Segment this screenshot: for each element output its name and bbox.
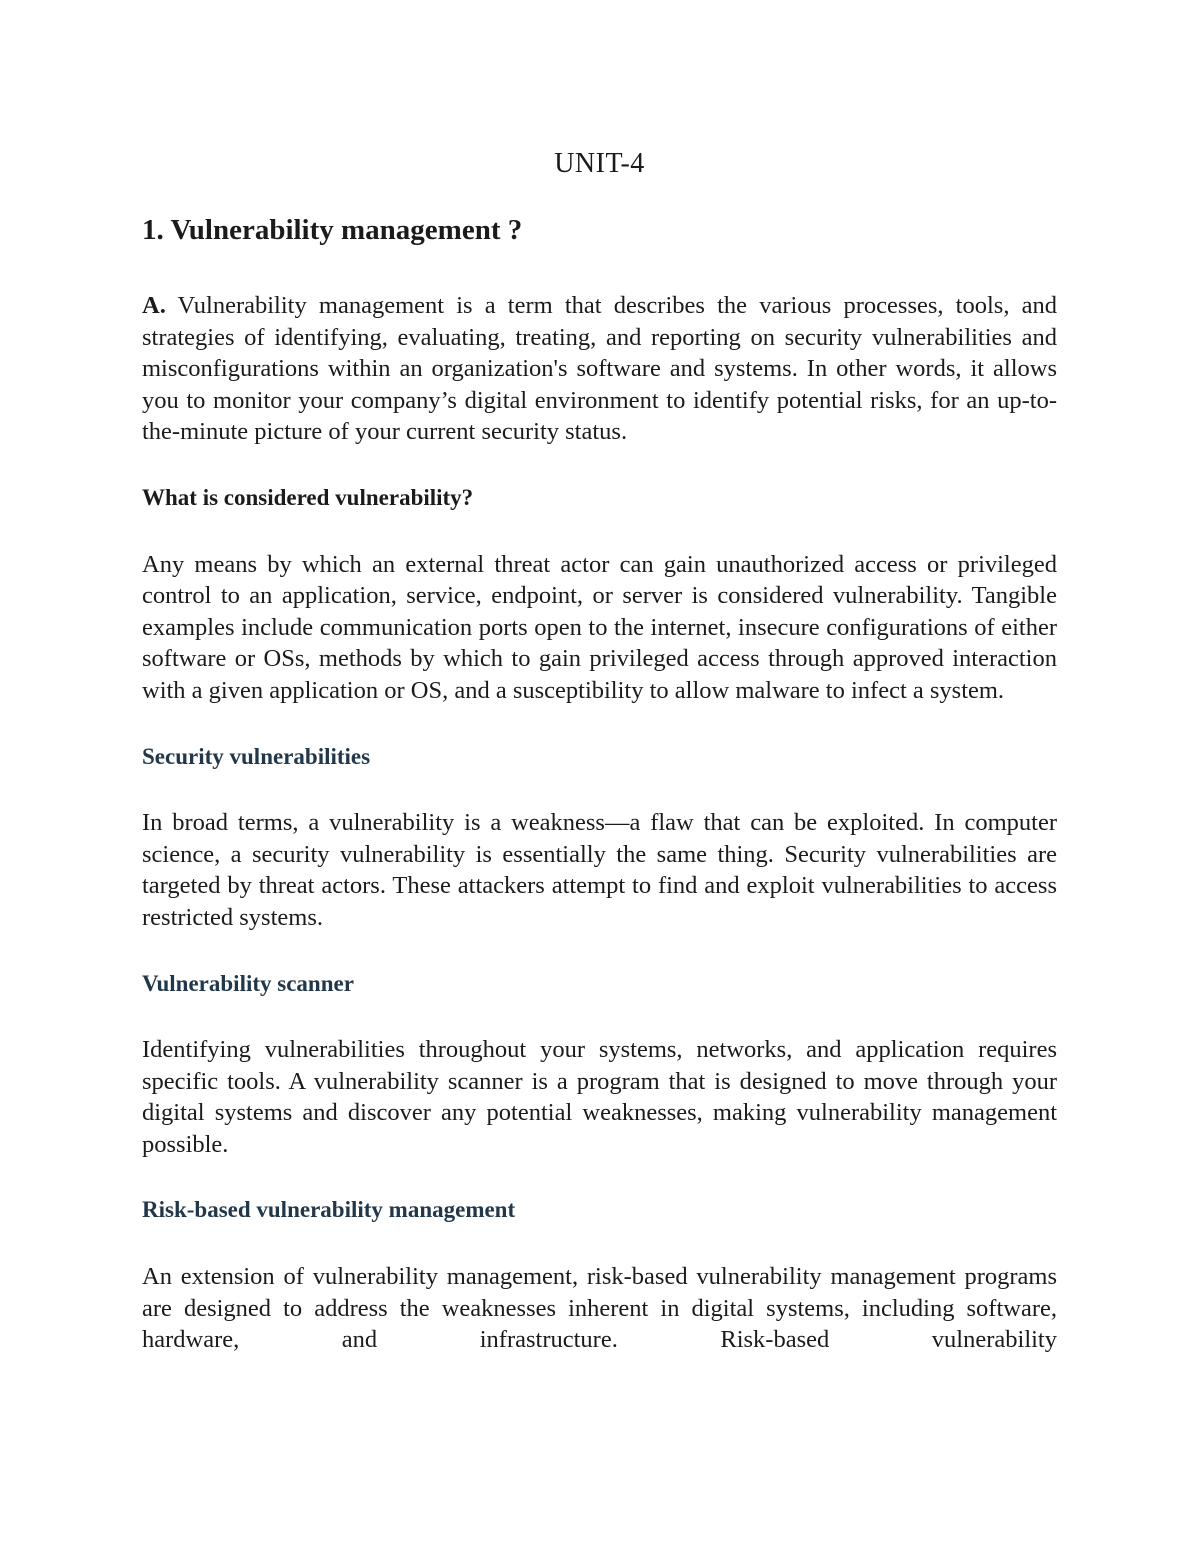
section-body-vulnerability-scanner: Identifying vulnerabilities throughout your systems, networks, and application requires specific tools. A vulnerability scanner is a program that is designed to move through your digital systems and discover any potential weaknesses, making vulnerability management possible. bbox=[142, 1036, 1057, 1158]
section-heading-security-vulnerabilities: Security vulnerabilities bbox=[142, 743, 371, 769]
section-heading-vulnerability-scanner: Vulnerability scanner bbox=[142, 970, 354, 996]
section-body-considered-vulnerability: Any means by which an external threat actor can gain unauthorized access or privileged control to an application, service, endpoint, or server is considered vulnerability. Tangible examples include communication ports open to the internet, insecure configurations of either software or OSs, methods by which to gain privileged access through approved interaction with a given application or OS, and a susceptibility to allow malware to infect a system. bbox=[142, 550, 1057, 704]
question-heading: 1. Vulnerability management ? bbox=[142, 214, 523, 246]
section-body-security-vulnerabilities: In broad terms, a vulnerability is a weakness—a flaw that can be exploited. In computer science, a security vulnerability is essentially the same thing. Security vulnerabilities are targeted by threat actors. These attackers attempt to find and exploit vulnerabilities to access restricted systems. bbox=[142, 809, 1057, 931]
document-page bbox=[142, 140, 1057, 1356]
answer-paragraph bbox=[142, 290, 1057, 448]
unit-title: UNIT-4 bbox=[554, 148, 645, 179]
section-heading-considered-vulnerability: What is considered vulnerability? bbox=[142, 484, 474, 510]
answer-marker: A. bbox=[142, 292, 166, 319]
section-body-risk-based-management: An extension of vulnerability management, risk-based vulnerability management programs are designed to address the weaknesses inherent in digital systems, including software, hardware, and infrastructure. Risk-based vulnerability bbox=[142, 1263, 1057, 1354]
section-heading-risk-based-management: Risk-based vulnerability management bbox=[142, 1197, 516, 1223]
answer-text: Vulnerability management is a term that describes the various processes, tools, and strategies of identifying, evaluating, treating, and reporting on security vulnerabilities and misconfigurations within an organization's software and systems. In other words, it allows you to monitor your company’s digital environment to identify potential risks, for an up-to-the-minute picture of your current security status. bbox=[142, 292, 1057, 446]
